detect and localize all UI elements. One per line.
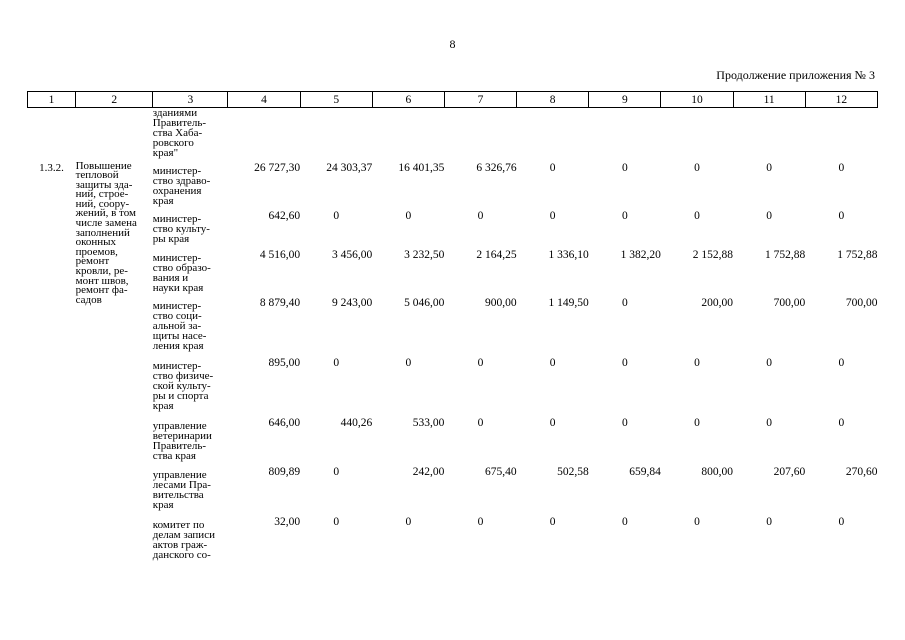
table-cell: 9 243,00 <box>332 296 373 309</box>
table-cell: 0 <box>405 356 412 369</box>
table-cell: 242,00 <box>412 465 445 478</box>
table-cell: 0 <box>405 515 412 528</box>
agency-name: министер- ство соци- альной за- щиты насе- ления края <box>152 299 207 352</box>
carryover-row <box>28 108 878 162</box>
column-header: 9 <box>589 92 661 108</box>
table-cell: 502,58 <box>557 465 589 478</box>
page-number: 8 <box>449 37 456 51</box>
table-cell: 0 <box>621 515 628 528</box>
table-cell: 1 752,88 <box>764 248 806 261</box>
table-cell: 4 516,00 <box>259 248 301 261</box>
table-cell: 32,00 <box>274 515 301 528</box>
table-cell: 675,40 <box>484 465 517 478</box>
agency-name: министер- ство физиче- ской культу- ры и спорта края <box>152 359 214 412</box>
table-cell: 809,89 <box>268 465 301 478</box>
table-cell: 0 <box>838 515 845 528</box>
table-cell: 646,00 <box>268 416 301 429</box>
table-cell: 2 164,25 <box>476 248 517 261</box>
table-row <box>28 162 878 210</box>
table-cell: 5 046,00 <box>404 296 445 309</box>
table-cell: 0 <box>405 209 412 222</box>
table-row <box>28 417 878 466</box>
table-cell: 0 <box>621 209 628 222</box>
appendix-continuation-note: Продолжение приложения № 3 <box>716 68 875 82</box>
agency-name: министер- ство культу- ры края <box>152 212 210 245</box>
table-cell: 0 <box>694 209 700 222</box>
agency-name: комитет по делам записи актов граж- данского со- <box>152 518 215 561</box>
table-row <box>28 357 878 417</box>
column-header: 6 <box>372 92 444 108</box>
table-cell: 0 <box>333 515 340 528</box>
table-cell: 642,60 <box>268 209 301 222</box>
column-header: 2 <box>76 92 153 108</box>
table-cell: 24 303,37 <box>326 161 373 174</box>
table-cell: 895,00 <box>268 356 301 369</box>
table-cell: 26 727,30 <box>254 161 301 174</box>
column-header: 10 <box>661 92 733 108</box>
table-cell: 0 <box>838 209 845 222</box>
column-header: 11 <box>733 92 805 108</box>
table-cell: 270,60 <box>845 465 878 478</box>
table-cell: 1 336,10 <box>548 248 589 261</box>
table-cell: 0 <box>333 465 340 478</box>
table-cell: 0 <box>766 356 772 369</box>
column-header: 4 <box>228 92 300 108</box>
table-row <box>28 249 878 297</box>
header-row <box>28 92 878 108</box>
table-cell: 0 <box>477 209 484 222</box>
carryover-text: зданиями Правитель- ства Хаба- ровского края" <box>152 107 207 159</box>
table-cell: 1 149,50 <box>548 296 589 309</box>
table-cell: 0 <box>621 161 628 174</box>
table-cell: 0 <box>549 515 556 528</box>
table-cell: 0 <box>549 209 556 222</box>
table-cell: 0 <box>838 356 845 369</box>
table-cell: 0 <box>694 515 700 528</box>
table-cell: 200,00 <box>701 296 734 309</box>
table-cell: 16 401,35 <box>398 161 445 174</box>
table-cell: 0 <box>621 296 628 309</box>
table-cell: 700,00 <box>845 296 878 309</box>
column-header: 5 <box>300 92 372 108</box>
column-header: 7 <box>444 92 516 108</box>
table-cell: 0 <box>694 356 700 369</box>
appendix-table <box>27 91 878 564</box>
table-cell: 0 <box>549 416 556 429</box>
table-cell: 659,84 <box>629 465 661 478</box>
table-cell: 0 <box>477 356 484 369</box>
table-cell: 900,00 <box>484 296 517 309</box>
table-cell: 0 <box>766 416 772 429</box>
table-cell: 1 752,88 <box>837 248 878 261</box>
table-cell: 0 <box>477 416 484 429</box>
column-header: 8 <box>517 92 589 108</box>
table-cell: 6 326,76 <box>476 161 517 174</box>
table-cell: 0 <box>621 356 628 369</box>
table-cell: 8 879,40 <box>259 296 301 309</box>
table-cell: 533,00 <box>412 416 445 429</box>
table-row <box>28 516 878 564</box>
table-cell: 0 <box>838 161 845 174</box>
table-cell: 440,26 <box>340 416 373 429</box>
table-cell: 0 <box>477 515 484 528</box>
table-row <box>28 466 878 516</box>
table-cell: 0 <box>694 161 700 174</box>
table-cell: 0 <box>549 161 556 174</box>
agency-name: управление ветеринарии Правитель- ства края <box>152 419 212 462</box>
table-row <box>28 210 878 249</box>
table-row <box>28 297 878 357</box>
item-description: Повышение тепловой защиты зда- ний, строе- ний, соору- жений, в том числе замена заполнений оконных проемов, ремонт кровли, ре- монт швов, ремонт фа- садов <box>75 159 137 306</box>
table-cell: 1 382,20 <box>620 248 661 261</box>
table-cell: 0 <box>621 416 628 429</box>
table-cell: 207,60 <box>773 465 806 478</box>
table-cell: 700,00 <box>773 296 806 309</box>
agency-name: министер- ство образо- вания и науки края <box>152 251 211 294</box>
table-cell: 0 <box>838 416 845 429</box>
table-cell: 0 <box>766 161 772 174</box>
column-header: 12 <box>805 92 877 108</box>
column-header: 1 <box>28 92 76 108</box>
table-cell: 0 <box>333 209 340 222</box>
table-cell: 3 456,00 <box>332 248 373 261</box>
agency-name: министер- ство здраво- охранения края <box>152 164 211 207</box>
table-cell: 800,00 <box>701 465 734 478</box>
table-cell: 0 <box>694 416 700 429</box>
table-cell: 0 <box>766 209 772 222</box>
table-cell: 0 <box>333 356 340 369</box>
table-cell: 3 232,50 <box>404 248 445 261</box>
column-header: 3 <box>153 92 228 108</box>
table-cell: 0 <box>766 515 772 528</box>
item-number: 1.3.2. <box>39 161 64 174</box>
table-cell: 2 152,88 <box>692 248 734 261</box>
agency-name: управление лесами Пра- вительства края <box>152 468 211 511</box>
table-cell: 0 <box>549 356 556 369</box>
